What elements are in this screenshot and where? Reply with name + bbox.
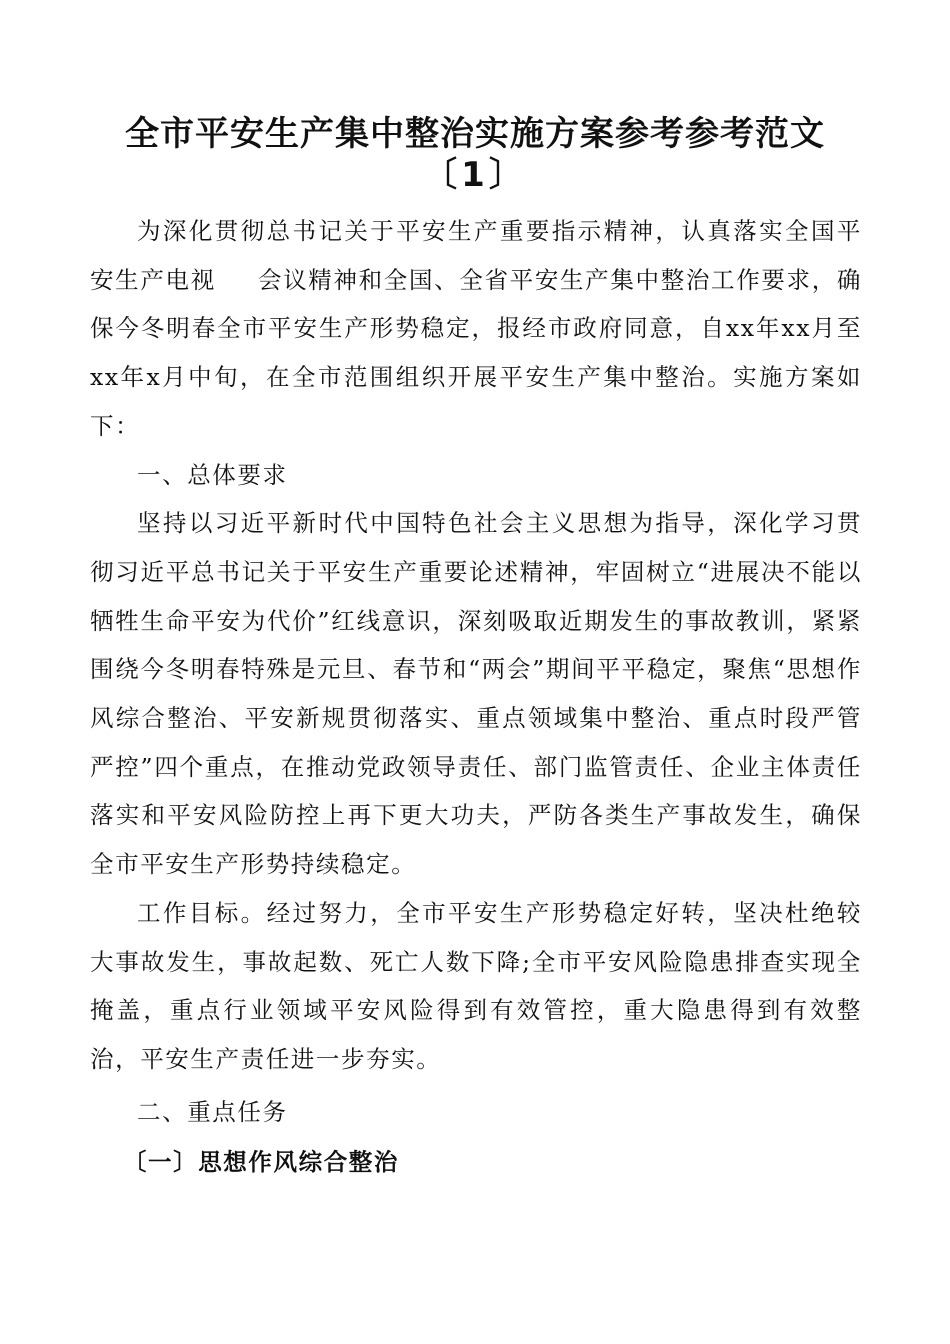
subsection-heading-ideology-style: 〔一〕思想作风综合整治 bbox=[122, 1148, 399, 1177]
section-heading-overall-requirements: 一、总体要求 bbox=[137, 460, 288, 489]
intro-paragraph bbox=[90, 207, 862, 451]
section-heading-key-tasks: 二、重点任务 bbox=[137, 1097, 288, 1126]
document-title: 全市平安生产集中整治实施方案参考参考范文 bbox=[125, 114, 825, 154]
overall-requirements-paragraph: 坚持以习近平新时代中国特色社会主义思想为指导，深化学习贯彻习近平总书记关于平安生产重要论述精神，牢固树立“进展决不能以牺牲生命平安为代价”红线意识，深刻吸取近期发生的事故教训，紧紧围绕今冬明春特殊是元旦、春节和“两会”期间平平稳定，聚焦“思想作风综合整治、平安新规贯彻落实、重点领域集中整治、重点时段严管严控”四个重点，在推动党政领导责任、部门监管责任、企业主体责任落实和平安风险防控上再下更大功夫，严防各类生产事故发生，确保全市平安生产形势持续稳定。 bbox=[90, 509, 862, 879]
intro-text-part1: 为深化贯彻总书记关于平安生产重要指示精神，认真落实全国平安生产电视 bbox=[90, 217, 862, 294]
document-title-number: 〔1〕 bbox=[423, 155, 527, 195]
work-goal-paragraph: 工作目标。经过努力，全市平安生产形势稳定好转，坚决杜绝较大事故发生，事故起数、死亡人数下降;全市平安风险隐患排查实现全掩盖，重点行业领域平安风险得到有效管控，重大隐患得到有效整治，平安生产责任进一步夯实。 bbox=[90, 898, 862, 1073]
intro-text-part2: 会议精神和全国、全省平安生产集中整治工作要求，确保今冬明春全市平安生产形势稳定，报经市政府同意，自xx年xx月至xx年x月中旬，在全市范围组织开展平安生产集中整治。实施方案如下： bbox=[90, 265, 863, 440]
document-body bbox=[90, 207, 862, 1187]
